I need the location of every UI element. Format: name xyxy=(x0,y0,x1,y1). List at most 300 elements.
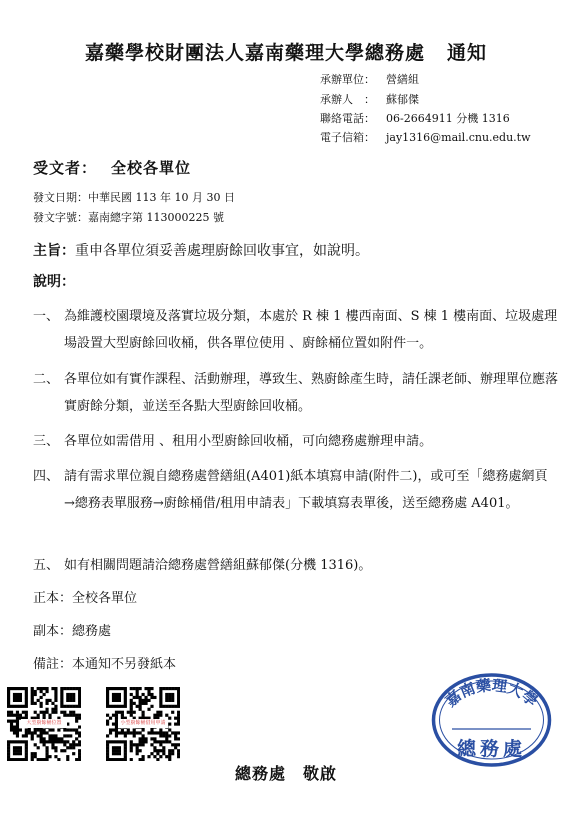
qr-module xyxy=(177,752,180,755)
explanation-label: 說明： xyxy=(33,274,75,290)
qr-module xyxy=(133,731,136,734)
qr-module xyxy=(48,714,51,717)
qr-module xyxy=(112,752,115,755)
qr-module xyxy=(40,702,43,705)
qr-module xyxy=(7,699,10,702)
qr-module xyxy=(130,749,133,752)
qr-module xyxy=(7,705,10,708)
qr-module xyxy=(106,743,109,746)
qr-module xyxy=(121,728,124,731)
qr-module xyxy=(72,752,75,755)
qr-module xyxy=(34,693,37,696)
qr-module xyxy=(109,705,112,708)
qr-module xyxy=(16,720,19,723)
qr-module xyxy=(7,693,10,696)
qr-module xyxy=(124,699,127,702)
qr-module xyxy=(106,720,109,723)
qr-module xyxy=(112,696,115,699)
qr-module xyxy=(159,711,162,714)
qr-module xyxy=(45,731,48,734)
qr-module xyxy=(147,708,150,711)
qr-module xyxy=(118,752,121,755)
recipient xyxy=(33,157,191,178)
qr-module xyxy=(162,705,165,708)
qr-module xyxy=(159,749,162,752)
qr-module xyxy=(31,702,34,705)
qr-module xyxy=(159,702,162,705)
qr-module xyxy=(31,737,34,740)
qr-module xyxy=(54,755,57,758)
qr-module xyxy=(153,737,156,740)
qr-module xyxy=(60,705,63,708)
qr-module xyxy=(25,687,28,690)
qr-module xyxy=(150,696,153,699)
qr-module xyxy=(153,714,156,717)
qr-module xyxy=(34,752,37,755)
qr-module xyxy=(13,705,16,708)
qr-module xyxy=(16,752,19,755)
qr-module xyxy=(112,749,115,752)
qr-module xyxy=(144,740,147,743)
qr-module xyxy=(133,687,136,690)
qr-module xyxy=(159,687,162,690)
qr-module xyxy=(19,687,22,690)
qr-module xyxy=(124,743,127,746)
qr-module xyxy=(124,687,127,690)
qr-module xyxy=(34,731,37,734)
qr-module xyxy=(115,705,118,708)
qr-module xyxy=(78,731,81,734)
qr-module xyxy=(150,705,153,708)
qr-module xyxy=(63,714,66,717)
qr-module xyxy=(75,720,78,723)
qr-module xyxy=(63,705,66,708)
qr-module xyxy=(165,737,168,740)
qr-module xyxy=(142,728,145,731)
qr-module xyxy=(168,717,171,720)
qr-module xyxy=(162,752,165,755)
qr-module xyxy=(106,693,109,696)
qr-module xyxy=(66,755,69,758)
qr-module xyxy=(57,740,60,743)
qr-module xyxy=(109,731,112,734)
qr-module xyxy=(177,702,180,705)
qr-module xyxy=(177,711,180,714)
qr-module xyxy=(106,690,109,693)
qr-module xyxy=(54,690,57,693)
qr-module xyxy=(156,740,159,743)
qr-module xyxy=(78,696,81,699)
qr-module xyxy=(159,740,162,743)
qr-module xyxy=(177,696,180,699)
qr-module xyxy=(48,728,51,731)
qr-module xyxy=(168,752,171,755)
qr-module xyxy=(69,711,72,714)
qr-module xyxy=(60,737,63,740)
qr-module xyxy=(25,749,28,752)
qr-code-small-bin[interactable] xyxy=(106,687,180,761)
qr-module xyxy=(121,731,124,734)
qr-module xyxy=(16,725,19,728)
qr-module xyxy=(60,740,63,743)
qr-module xyxy=(16,740,19,743)
qr-module xyxy=(106,740,109,743)
qr-module xyxy=(40,737,43,740)
qr-module xyxy=(31,752,34,755)
qr-module xyxy=(7,743,10,746)
qr-module xyxy=(139,737,142,740)
qr-module xyxy=(66,696,69,699)
qr-module xyxy=(78,702,81,705)
qr-module xyxy=(66,687,69,690)
qr-module xyxy=(144,696,147,699)
qr-module xyxy=(106,702,109,705)
qr-module xyxy=(16,746,19,749)
qr-module xyxy=(7,702,10,705)
qr-module xyxy=(54,705,57,708)
qr-module xyxy=(139,708,142,711)
qr-module xyxy=(13,699,16,702)
qr-module xyxy=(34,711,37,714)
qr-module xyxy=(25,731,28,734)
qr-module xyxy=(121,714,124,717)
qr-module xyxy=(22,711,25,714)
qr-module xyxy=(177,743,180,746)
qr-module xyxy=(139,743,142,746)
qr-module xyxy=(168,696,171,699)
qr-module xyxy=(34,690,37,693)
qr-module xyxy=(60,696,63,699)
recipient-value: 全校各單位 xyxy=(111,159,192,177)
qr-module xyxy=(19,746,22,749)
qr-module xyxy=(28,728,31,731)
qr-module xyxy=(37,746,40,749)
qr-module xyxy=(75,687,78,690)
qr-module xyxy=(25,690,28,693)
qr-module xyxy=(130,714,133,717)
qr-module xyxy=(106,723,109,726)
qr-module xyxy=(75,743,78,746)
qr-module xyxy=(16,693,19,696)
qr-module xyxy=(142,702,145,705)
qr-module xyxy=(159,714,162,717)
qr-module xyxy=(153,731,156,734)
qr-module xyxy=(48,740,51,743)
qr-module xyxy=(19,749,22,752)
qr-module xyxy=(168,728,171,731)
qr-module xyxy=(22,740,25,743)
contact-unit: 承辦單位： 營繕組 xyxy=(320,73,419,86)
qr-module xyxy=(124,705,127,708)
qr-module xyxy=(25,728,28,731)
qr-module xyxy=(7,746,10,749)
qr-module xyxy=(72,714,75,717)
qr-module xyxy=(174,723,177,726)
qr-module xyxy=(25,746,28,749)
qr-module xyxy=(10,723,13,726)
qr-module xyxy=(66,746,69,749)
qr-module xyxy=(7,755,10,758)
qr-module xyxy=(13,728,16,731)
qr-module xyxy=(139,702,142,705)
qr-module xyxy=(60,687,63,690)
qr-module xyxy=(63,711,66,714)
qr-module xyxy=(142,743,145,746)
qr-module xyxy=(144,699,147,702)
qr-module xyxy=(142,755,145,758)
qr-module xyxy=(78,734,81,737)
qr-module xyxy=(115,693,118,696)
qr-module xyxy=(48,755,51,758)
qr-module xyxy=(66,705,69,708)
qr-module xyxy=(153,696,156,699)
qr-module xyxy=(25,714,28,717)
qr-module xyxy=(72,693,75,696)
qr-module xyxy=(118,740,121,743)
qr-module xyxy=(78,752,81,755)
qr-module xyxy=(25,755,28,758)
qr-module xyxy=(118,693,121,696)
qr-module xyxy=(168,734,171,737)
list-item: 一、 為維護校園環境及落實垃圾分類，本處於 R 棟 1 樓西南面、S 棟 1 樓南面、垃圾處理場設置大型廚餘回收桶，供各單位使用 、廚餘桶位置如附件一。 xyxy=(33,309,558,351)
qr-module xyxy=(78,687,81,690)
qr-module xyxy=(106,749,109,752)
qr-module xyxy=(31,734,34,737)
qr-module xyxy=(162,731,165,734)
qr-module xyxy=(25,702,28,705)
qr-module xyxy=(162,746,165,749)
qr-module xyxy=(130,740,133,743)
qr-module xyxy=(78,749,81,752)
qr-module xyxy=(136,743,139,746)
qr-module xyxy=(16,734,19,737)
qr-module xyxy=(13,746,16,749)
qr-module xyxy=(60,749,63,752)
qr-module xyxy=(177,749,180,752)
qr-module xyxy=(10,725,13,728)
qr-module xyxy=(165,696,168,699)
recipient-label: 受文者： xyxy=(33,159,98,177)
qr-module xyxy=(165,705,168,708)
qr-module xyxy=(54,734,57,737)
qr-module xyxy=(106,734,109,737)
qr-module xyxy=(142,734,145,737)
remark: 備註：本通知不另發紙本 xyxy=(33,657,177,672)
qr-module xyxy=(10,740,13,743)
qr-module xyxy=(72,696,75,699)
qr-module xyxy=(10,714,13,717)
qr-module xyxy=(165,755,168,758)
qr-module xyxy=(60,711,63,714)
qr-module xyxy=(162,749,165,752)
qr-module xyxy=(159,755,162,758)
qr-module xyxy=(174,705,177,708)
title-text: 嘉藥學校財團法人嘉南藥理大學總務處 xyxy=(84,42,425,64)
qr-module xyxy=(37,714,40,717)
qr-module xyxy=(115,731,118,734)
qr-module xyxy=(115,749,118,752)
qr-module xyxy=(78,714,81,717)
qr-module xyxy=(19,693,22,696)
qr-module xyxy=(60,693,63,696)
qr-module xyxy=(75,717,78,720)
qr-module xyxy=(139,740,142,743)
qr-module xyxy=(177,699,180,702)
qr-module xyxy=(174,687,177,690)
qr-module xyxy=(72,711,75,714)
qr-module xyxy=(136,687,139,690)
qr-module xyxy=(40,711,43,714)
qr-module xyxy=(177,714,180,717)
qr-module xyxy=(127,731,130,734)
qr-module xyxy=(147,687,150,690)
qr-module xyxy=(51,728,54,731)
qr-module xyxy=(66,693,69,696)
qr-module xyxy=(159,705,162,708)
qr-module xyxy=(16,731,19,734)
qr-module xyxy=(51,708,54,711)
qr-module xyxy=(25,734,28,737)
qr-module xyxy=(168,749,171,752)
qr-module xyxy=(121,711,124,714)
qr-module xyxy=(124,690,127,693)
qr-module xyxy=(25,743,28,746)
qr-module xyxy=(115,728,118,731)
qr-module xyxy=(72,740,75,743)
qr-module xyxy=(112,705,115,708)
qr-module xyxy=(159,728,162,731)
qr-module xyxy=(156,714,159,717)
qr-module xyxy=(25,752,28,755)
qr-module xyxy=(10,711,13,714)
qr-module xyxy=(133,711,136,714)
qr-module xyxy=(7,749,10,752)
qr-module xyxy=(43,711,46,714)
qr-module xyxy=(106,714,109,717)
qr-module xyxy=(7,752,10,755)
qr-module xyxy=(130,693,133,696)
qr-module xyxy=(124,749,127,752)
qr-module xyxy=(40,728,43,731)
qr-module xyxy=(174,734,177,737)
qr-module xyxy=(19,728,22,731)
qr-module xyxy=(16,728,19,731)
qr-module xyxy=(60,699,63,702)
qr-module xyxy=(72,705,75,708)
qr-module xyxy=(177,737,180,740)
qr-module xyxy=(16,699,19,702)
qr-module xyxy=(106,752,109,755)
qr-module xyxy=(165,740,168,743)
qr-module xyxy=(115,687,118,690)
qr-module xyxy=(127,728,130,731)
qr-module xyxy=(45,708,48,711)
qr-module xyxy=(171,743,174,746)
closing-signature: 總務處 敬啟 xyxy=(234,764,337,783)
qr-module xyxy=(142,737,145,740)
qr-module xyxy=(168,740,171,743)
qr-module xyxy=(118,699,121,702)
qr-module xyxy=(168,755,171,758)
qr-module xyxy=(168,687,171,690)
qr-module xyxy=(72,728,75,731)
qr-module xyxy=(153,755,156,758)
qr-module xyxy=(63,749,66,752)
qr-module xyxy=(144,687,147,690)
qr-module xyxy=(51,702,54,705)
qr-module xyxy=(72,687,75,690)
qr-module xyxy=(150,731,153,734)
qr-module xyxy=(171,749,174,752)
qr-module xyxy=(72,746,75,749)
qr-module xyxy=(150,743,153,746)
qr-module xyxy=(60,690,63,693)
qr-module xyxy=(150,687,153,690)
qr-module xyxy=(45,711,48,714)
qr-module xyxy=(121,705,124,708)
qr-module xyxy=(54,749,57,752)
qr-module xyxy=(177,687,180,690)
qr-module xyxy=(7,740,10,743)
issue-date: 發文日期：中華民國 113 年 10 月 30 日 xyxy=(33,191,235,204)
qr-module xyxy=(124,702,127,705)
qr-module xyxy=(177,720,180,723)
qr-module xyxy=(147,690,150,693)
qr-module xyxy=(51,734,54,737)
qr-module xyxy=(13,696,16,699)
qr-module xyxy=(165,714,168,717)
qr-module xyxy=(25,740,28,743)
qr-module xyxy=(40,687,43,690)
qr-module xyxy=(48,737,51,740)
qr-module xyxy=(177,690,180,693)
qr-module xyxy=(16,714,19,717)
qr-module xyxy=(171,731,174,734)
qr-module xyxy=(124,752,127,755)
qr-module xyxy=(109,728,112,731)
qr-module xyxy=(112,740,115,743)
qr-module xyxy=(165,687,168,690)
qr-caption: 小型廚餘桶借用申請 xyxy=(118,719,168,728)
qr-module xyxy=(31,693,34,696)
qr-module xyxy=(115,696,118,699)
qr-module xyxy=(118,687,121,690)
qr-module xyxy=(171,696,174,699)
qr-module xyxy=(150,693,153,696)
qr-module xyxy=(133,734,136,737)
qr-module xyxy=(66,699,69,702)
qr-module xyxy=(159,734,162,737)
qr-module xyxy=(16,711,19,714)
qr-module xyxy=(45,752,48,755)
qr-module xyxy=(177,717,180,720)
qr-module xyxy=(142,711,145,714)
qr-module xyxy=(25,711,28,714)
qr-code-large-bin[interactable] xyxy=(7,687,81,761)
qr-module xyxy=(109,717,112,720)
qr-module xyxy=(78,717,81,720)
title-tail: 通知 xyxy=(447,42,488,64)
qr-module xyxy=(19,714,22,717)
qr-module xyxy=(31,699,34,702)
qr-module xyxy=(57,728,60,731)
qr-module xyxy=(162,740,165,743)
qr-module xyxy=(174,737,177,740)
qr-module xyxy=(34,702,37,705)
qr-module xyxy=(159,696,162,699)
qr-module xyxy=(109,740,112,743)
qr-module xyxy=(168,705,171,708)
